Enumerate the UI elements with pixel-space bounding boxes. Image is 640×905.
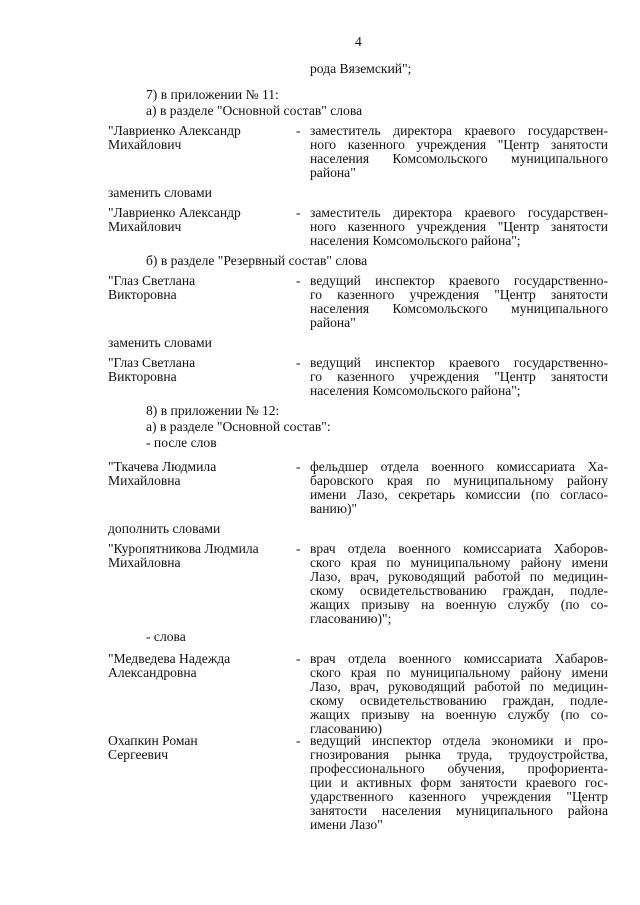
desc-line: населения Комсомольского муниципального <box>310 301 608 316</box>
entry-description <box>310 274 608 330</box>
continuation-line: рода Вяземский"; <box>310 61 412 76</box>
desc-line: ударственного казенного учреждения "Центр <box>310 789 608 804</box>
desc-line: заместитель директора краевого государствен- <box>310 205 608 220</box>
item-7b-heading: б) в разделе "Резервный состав" слова <box>146 253 368 268</box>
desc-line: ции и активных форм занятости краевого гос- <box>310 775 608 790</box>
entry-description <box>310 124 608 180</box>
desc-line: гнозирования рынка труда, трудоустройства, <box>310 747 608 762</box>
desc-line: занятости населения муниципального района <box>310 803 608 818</box>
entry-dash: - <box>296 273 301 288</box>
desc-line: ского края по муниципальному району имени <box>310 665 608 680</box>
name-line: Александровна <box>108 665 197 680</box>
desc-line: ведущий инспектор краевого государственно- <box>310 273 608 288</box>
desc-line: ванию)" <box>310 501 358 516</box>
name-line: "Куропятникова Людмила <box>108 541 259 556</box>
desc-line: го казенного учреждения "Центр занятости <box>310 287 608 302</box>
desc-line: населения Комсомольского муниципального <box>310 151 608 166</box>
entry-dash: - <box>296 733 301 748</box>
entry-dash: - <box>296 123 301 138</box>
name-line: Викторовна <box>108 369 177 384</box>
name-line: "Лавриенко Александр <box>108 205 241 220</box>
words-label: - слова <box>146 629 186 644</box>
desc-line: Лазо, врач, руководящий работой по медицин- <box>310 679 608 694</box>
entry-dash: - <box>296 205 301 220</box>
desc-line: ского края по муниципальному району имени <box>310 555 608 570</box>
entry-description <box>310 356 608 398</box>
replace-words-1: заменить словами <box>108 185 212 200</box>
item-7-heading: 7) в приложении № 11: <box>146 87 279 102</box>
entry-name <box>108 734 198 762</box>
desc-line: гласованию)"; <box>310 611 392 626</box>
desc-line: скому освидетельствованию граждан, подле- <box>310 693 608 708</box>
entry-name <box>108 542 259 570</box>
entry-description <box>310 652 608 736</box>
entry-dash: - <box>296 355 301 370</box>
entry-name <box>108 124 241 152</box>
entry-description <box>310 460 608 516</box>
desc-line: ного казенного учреждения "Центр занятости <box>310 137 608 152</box>
add-words: дополнить словами <box>108 521 221 536</box>
item-8-heading: 8) в приложении № 12: <box>146 403 280 418</box>
desc-line: скому освидетельствованию граждан, подле- <box>310 583 608 598</box>
desc-line: ведущий инспектор краевого государственно- <box>310 355 608 370</box>
name-line: "Лавриенко Александр <box>108 123 241 138</box>
entry-description <box>310 206 608 248</box>
entry-name <box>108 356 195 384</box>
desc-line: Лазо, врач, руководящий работой по медицин- <box>310 569 608 584</box>
desc-line: гласованию) <box>310 721 383 736</box>
name-line: Михайловна <box>108 555 181 570</box>
desc-line: населения Комсомольского района"; <box>310 233 521 248</box>
desc-line: района" <box>310 315 356 330</box>
name-line: "Ткачева Людмила <box>108 459 217 474</box>
desc-line: врач отдела военного комиссариата Хабаров- <box>310 651 608 666</box>
replace-words-2: заменить словами <box>108 335 212 350</box>
desc-line: врач отдела военного комиссариата Хаборов- <box>310 541 608 556</box>
desc-line: баровского края по муниципальному району <box>310 473 608 488</box>
name-line: Сергеевич <box>108 747 169 762</box>
desc-line: го казенного учреждения "Центр занятости <box>310 369 608 384</box>
entry-name <box>108 652 230 680</box>
entry-description <box>310 734 608 832</box>
name-line: Охапкин Роман <box>108 733 198 748</box>
desc-line: жащих призыву на военную службу (по со- <box>310 597 608 612</box>
desc-line: профессионального обучения, профориента- <box>310 761 608 776</box>
entry-description <box>310 542 608 626</box>
page-number: 4 <box>355 34 362 49</box>
desc-line: ведущий инспектор отдела экономики и про- <box>310 733 608 748</box>
item-8a-heading: а) в разделе "Основной состав": <box>146 419 331 434</box>
desc-line: населения Комсомольского района"; <box>310 383 521 398</box>
name-line: Михайлович <box>108 219 182 234</box>
entry-name <box>108 460 216 488</box>
desc-line: заместитель директора краевого государствен- <box>310 123 608 138</box>
entry-dash: - <box>296 459 301 474</box>
desc-line: жащих призыву на военную службу (по со- <box>310 707 608 722</box>
desc-line: фельдшер отдела военного комиссариата Ха- <box>310 459 608 474</box>
name-line: Михайловна <box>108 473 181 488</box>
item-7a-heading: а) в разделе "Основной состав" слова <box>146 103 363 118</box>
entry-name <box>108 274 195 302</box>
entry-dash: - <box>296 651 301 666</box>
name-line: Михайлович <box>108 137 182 152</box>
desc-line: ного казенного учреждения "Центр занятости <box>310 219 608 234</box>
name-line: "Медведева Надежда <box>108 651 231 666</box>
name-line: "Глаз Светлана <box>108 355 196 370</box>
entry-dash: - <box>296 541 301 556</box>
desc-line: имени Лазо, секретарь комиссии (по согласо- <box>310 487 608 502</box>
name-line: "Глаз Светлана <box>108 273 196 288</box>
after-words: - после слов <box>146 435 217 450</box>
desc-line: имени Лазо" <box>310 817 383 832</box>
name-line: Викторовна <box>108 287 177 302</box>
desc-line: района" <box>310 165 356 180</box>
entry-name <box>108 206 241 234</box>
